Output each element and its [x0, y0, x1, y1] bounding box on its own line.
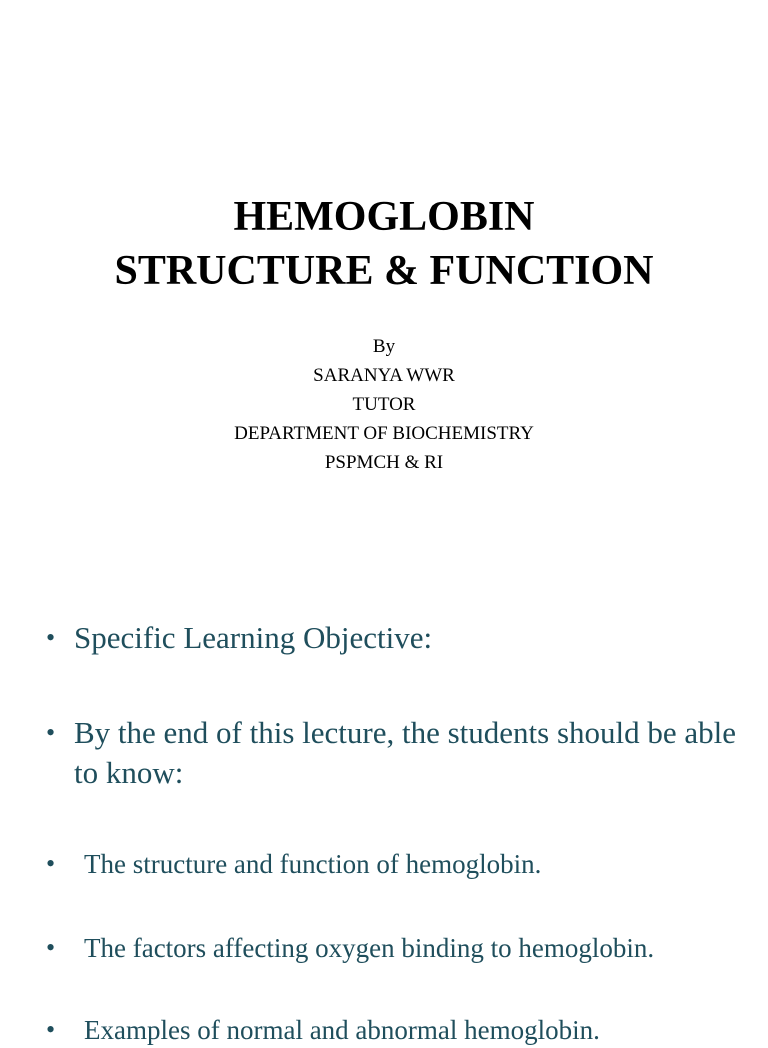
bullet-dot-icon: • [46, 933, 56, 962]
bullet-item [46, 846, 746, 882]
bullet-text: Specific Learning Objective: [74, 620, 433, 655]
objectives-slide [0, 576, 768, 1045]
author-byline [0, 332, 768, 477]
byline-role: TUTOR [352, 394, 416, 415]
bullet-text: By the end of this lecture, the students should be able to know: [74, 715, 737, 790]
title-line-2: STRUCTURE & FUNCTION [114, 248, 654, 294]
bullet-item [46, 1012, 746, 1048]
bullet-item [46, 930, 746, 966]
bullet-text: Examples of normal and abnormal hemoglobin. [84, 1015, 600, 1045]
bullet-item [46, 618, 746, 658]
bullet-text: The structure and function of hemoglobin. [84, 849, 542, 879]
bullet-item [46, 713, 746, 793]
byline-institution: PSPMCH & RI [324, 452, 444, 473]
byline-author: SARANYA WWR [313, 365, 455, 386]
bullet-dot-icon: • [46, 718, 56, 747]
bullet-dot-icon: • [46, 1015, 56, 1044]
bullet-dot-icon: • [46, 623, 56, 652]
byline-department: DEPARTMENT OF BIOCHEMISTRY [234, 423, 534, 444]
bullet-text: The factors affecting oxygen binding to hemoglobin. [84, 933, 655, 963]
title-line-1: HEMOGLOBIN [233, 194, 535, 240]
slide-title [0, 190, 768, 298]
byline-by: By [372, 336, 396, 357]
bullet-dot-icon: • [46, 849, 56, 878]
